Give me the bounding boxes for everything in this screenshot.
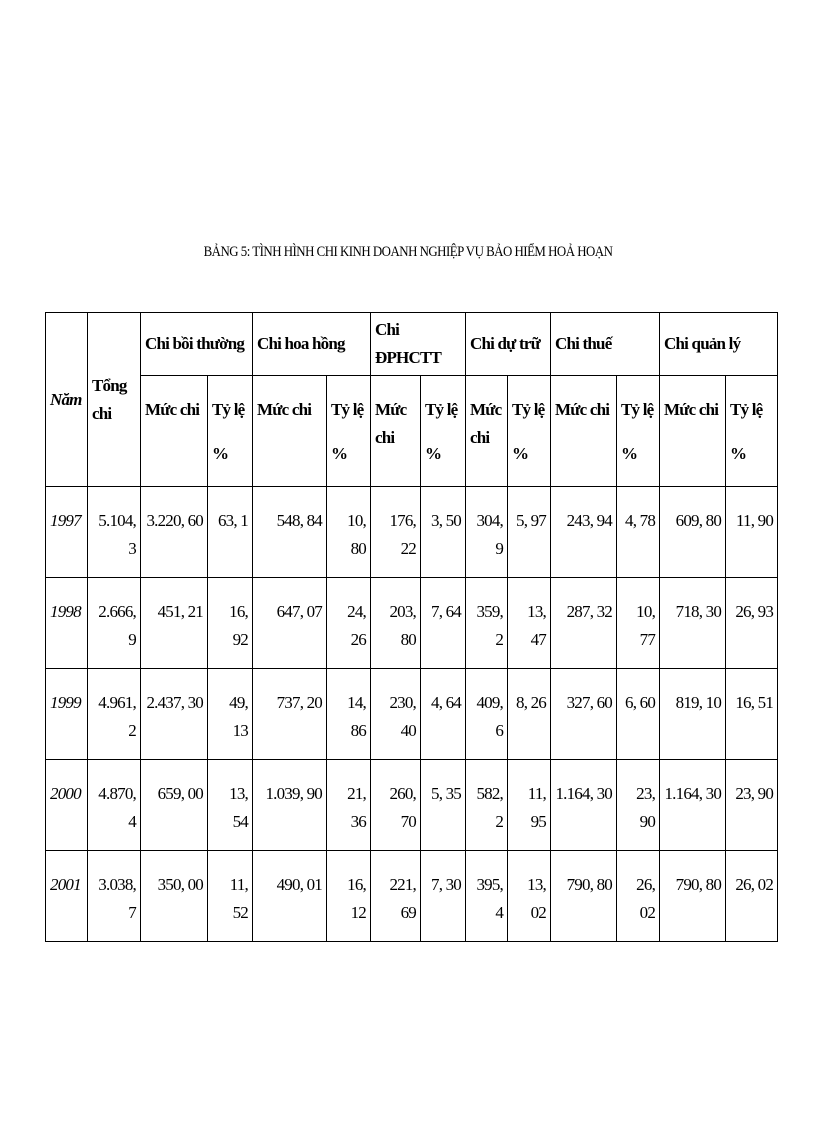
- sub-header-ty-le: [508, 376, 551, 487]
- thue-ty-le-cell-line: 23,: [636, 784, 656, 803]
- pct-label: %: [425, 444, 442, 463]
- dphctt-muc-chi-cell-line: 221,: [389, 875, 416, 894]
- table-row: [46, 669, 778, 760]
- ty-le-label: Tỷ lệ: [730, 400, 763, 419]
- year-cell: 1998: [46, 578, 88, 669]
- boi-thuong-ty-le-cell-line: 13: [232, 721, 248, 740]
- hoa-hong-ty-le-cell-line: 14,: [347, 693, 366, 712]
- year-cell: 2000: [46, 760, 88, 851]
- dphctt-muc-chi-cell-line: 176,: [389, 511, 416, 530]
- group-header-quan-ly: Chi quản lý: [660, 313, 778, 376]
- chi-label: chi: [470, 428, 490, 447]
- du-tru-muc-chi-cell: [466, 669, 508, 760]
- hoa-hong-ty-le-cell-line: 36: [350, 812, 366, 831]
- hoa-hong-ty-le-cell: [327, 578, 371, 669]
- ty-le-label: Tỷ lệ: [425, 400, 458, 419]
- hoa-hong-muc-chi-cell: 1.039, 90: [253, 760, 327, 851]
- dphctt-muc-chi-cell-line: 260,: [389, 784, 416, 803]
- dphctt-muc-chi-cell-line: 203,: [389, 602, 416, 621]
- quan-ly-ty-le-cell: 26, 02: [726, 851, 778, 942]
- dphctt-muc-chi-cell: [371, 851, 421, 942]
- boi-thuong-ty-le-cell-line: 92: [232, 630, 248, 649]
- hoa-hong-ty-le-cell-line: 12: [350, 903, 366, 922]
- quan-ly-ty-le-cell: 23, 90: [726, 760, 778, 851]
- boi-thuong-ty-le-cell-line: 54: [232, 812, 248, 831]
- dphctt-ty-le-cell: [421, 669, 466, 760]
- expense-table: [45, 312, 778, 942]
- dphctt-muc-chi-cell: [371, 487, 421, 578]
- sub-header-ty-le: [726, 376, 778, 487]
- total-cell-line: 9: [128, 630, 136, 649]
- thue-muc-chi-cell: 243, 94: [551, 487, 617, 578]
- total-cell: [88, 578, 141, 669]
- group-header-dphctt: Chi ĐPHCTT: [371, 313, 466, 376]
- thue-ty-le-cell: [617, 851, 660, 942]
- year-cell: 2001: [46, 851, 88, 942]
- du-tru-muc-chi-cell-line: 304,: [476, 511, 504, 530]
- hoa-hong-ty-le-cell-line: 10,: [347, 511, 366, 530]
- du-tru-ty-le-cell-line: 8, 26: [516, 693, 547, 712]
- chi-label: chi: [375, 428, 395, 447]
- sub-header-muc-chi: Mức chi: [551, 376, 617, 487]
- table-body: [46, 487, 778, 942]
- sub-header-muc-chi: Mức chi: [253, 376, 327, 487]
- du-tru-muc-chi-cell-line: 4: [495, 903, 504, 922]
- dphctt-ty-le-cell-line: 7, 30: [431, 875, 462, 894]
- dphctt-muc-chi-cell-line: 230,: [389, 693, 416, 712]
- total-cell-line: 2: [128, 721, 136, 740]
- quan-ly-muc-chi-cell: 819, 10: [660, 669, 726, 760]
- total-cell-line: 7: [128, 903, 136, 922]
- du-tru-muc-chi-cell-line: 409,: [476, 693, 504, 712]
- sub-header-ty-le: [327, 376, 371, 487]
- du-tru-ty-le-cell-line: 11,: [527, 784, 547, 803]
- du-tru-ty-le-cell: [508, 760, 551, 851]
- total-cell-line: 4.961,: [98, 693, 136, 712]
- du-tru-muc-chi-cell-line: 2: [495, 630, 504, 649]
- hoa-hong-ty-le-cell-line: 80: [350, 539, 366, 558]
- table-title: BẢNG 5: TÌNH HÌNH CHI KINH DOANH NGHIỆP VỤ BẢO HIỂM HOẢ HOẠN: [203, 244, 613, 260]
- du-tru-ty-le-cell: [508, 851, 551, 942]
- quan-ly-ty-le-cell: 26, 93: [726, 578, 778, 669]
- thue-muc-chi-cell: 327, 60: [551, 669, 617, 760]
- thue-ty-le-cell-line: 77: [639, 630, 656, 649]
- ty-le-label: Tỷ lệ: [331, 400, 364, 419]
- total-cell: [88, 669, 141, 760]
- thue-muc-chi-cell: 790, 80: [551, 851, 617, 942]
- thue-muc-chi-cell: 1.164, 30: [551, 760, 617, 851]
- quan-ly-muc-chi-cell: 718, 30: [660, 578, 726, 669]
- header-row-sub: [46, 376, 778, 487]
- total-header-line1: Tổng: [92, 375, 127, 395]
- table-row: [46, 578, 778, 669]
- total-cell: [88, 851, 141, 942]
- ty-le-label: Tỷ lệ: [621, 400, 654, 419]
- du-tru-muc-chi-cell: [466, 578, 508, 669]
- dphctt-ty-le-cell-line: 5, 35: [431, 784, 462, 803]
- hoa-hong-ty-le-cell-line: 16,: [347, 875, 366, 894]
- thue-ty-le-cell: [617, 669, 660, 760]
- dphctt-muc-chi-cell-line: 22: [400, 539, 416, 558]
- total-cell-line: 4: [128, 812, 136, 831]
- dphctt-ty-le-cell: [421, 487, 466, 578]
- total-cell: [88, 487, 141, 578]
- dphctt-muc-chi-cell: [371, 760, 421, 851]
- du-tru-ty-le-cell: [508, 487, 551, 578]
- ty-le-label: Tỷ lệ: [212, 400, 245, 419]
- pct-label: %: [212, 444, 229, 463]
- sub-header-muc-chi: [371, 376, 421, 487]
- thue-ty-le-cell: [617, 487, 660, 578]
- hoa-hong-ty-le-cell-line: 26: [350, 630, 366, 649]
- total-header: [88, 313, 141, 487]
- hoa-hong-muc-chi-cell: 737, 20: [253, 669, 327, 760]
- boi-thuong-ty-le-cell-line: 52: [232, 903, 248, 922]
- du-tru-ty-le-cell: [508, 669, 551, 760]
- du-tru-muc-chi-cell: [466, 851, 508, 942]
- total-cell-line: 4.870,: [98, 784, 136, 803]
- year-cell: 1999: [46, 669, 88, 760]
- total-cell-line: 2.666,: [98, 602, 136, 621]
- dphctt-ty-le-cell: [421, 851, 466, 942]
- thue-ty-le-cell-line: 02: [639, 903, 656, 922]
- dphctt-muc-chi-cell-line: 40: [400, 721, 416, 740]
- thue-ty-le-cell: [617, 578, 660, 669]
- hoa-hong-ty-le-cell-line: 86: [350, 721, 366, 740]
- pct-label: %: [730, 444, 747, 463]
- dphctt-muc-chi-cell: [371, 578, 421, 669]
- boi-thuong-muc-chi-cell: 3.220, 60: [141, 487, 208, 578]
- year-cell: 1997: [46, 487, 88, 578]
- hoa-hong-muc-chi-cell: 548, 84: [253, 487, 327, 578]
- table-row: [46, 851, 778, 942]
- du-tru-muc-chi-cell-line: 6: [495, 721, 504, 740]
- sub-header-muc-chi: Mức chi: [141, 376, 208, 487]
- boi-thuong-ty-le-cell-line: 11,: [229, 875, 248, 894]
- quan-ly-muc-chi-cell: 1.164, 30: [660, 760, 726, 851]
- dphctt-muc-chi-cell: [371, 669, 421, 760]
- dphctt-ty-le-cell: [421, 760, 466, 851]
- thue-ty-le-cell-line: 10,: [636, 602, 656, 621]
- thue-ty-le-cell: [617, 760, 660, 851]
- boi-thuong-ty-le-cell: [208, 487, 253, 578]
- sub-header-muc-chi: [466, 376, 508, 487]
- sub-header-ty-le: [421, 376, 466, 487]
- dphctt-muc-chi-cell-line: 70: [400, 812, 416, 831]
- dphctt-ty-le-cell: [421, 578, 466, 669]
- pct-label: %: [331, 444, 348, 463]
- thue-ty-le-cell-line: 90: [639, 812, 656, 831]
- hoa-hong-ty-le-cell: [327, 487, 371, 578]
- total-cell-line: 5.104,: [98, 511, 136, 530]
- boi-thuong-ty-le-cell-line: 49,: [229, 693, 248, 712]
- year-header: Năm: [46, 313, 88, 487]
- thue-ty-le-cell-line: 4, 78: [625, 511, 656, 530]
- boi-thuong-ty-le-cell-line: 16,: [229, 602, 248, 621]
- boi-thuong-muc-chi-cell: 659, 00: [141, 760, 208, 851]
- dphctt-ty-le-cell-line: 7, 64: [431, 602, 462, 621]
- table-row: [46, 760, 778, 851]
- header-row-groups: [46, 313, 778, 376]
- group-header-boi-thuong: Chi bồi thường: [141, 313, 253, 376]
- sub-header-ty-le: [208, 376, 253, 487]
- sub-header-ty-le: [617, 376, 660, 487]
- quan-ly-ty-le-cell: 16, 51: [726, 669, 778, 760]
- quan-ly-muc-chi-cell: 609, 80: [660, 487, 726, 578]
- hoa-hong-ty-le-cell: [327, 669, 371, 760]
- dphctt-muc-chi-cell-line: 69: [400, 903, 416, 922]
- du-tru-muc-chi-cell-line: 582,: [476, 784, 504, 803]
- boi-thuong-ty-le-cell-line: 63, 1: [217, 511, 248, 530]
- boi-thuong-muc-chi-cell: 350, 00: [141, 851, 208, 942]
- boi-thuong-ty-le-cell: [208, 669, 253, 760]
- hoa-hong-muc-chi-cell: 647, 07: [253, 578, 327, 669]
- du-tru-muc-chi-cell-line: 359,: [476, 602, 504, 621]
- hoa-hong-ty-le-cell-line: 24,: [347, 602, 366, 621]
- hoa-hong-ty-le-cell: [327, 851, 371, 942]
- quan-ly-muc-chi-cell: 790, 80: [660, 851, 726, 942]
- thue-ty-le-cell-line: 6, 60: [625, 693, 656, 712]
- group-header-hoa-hong: Chi hoa hồng: [253, 313, 371, 376]
- sub-header-muc-chi: Mức chi: [660, 376, 726, 487]
- ty-le-label: Tỷ lệ: [512, 400, 545, 419]
- muc-label: Mức: [375, 400, 407, 419]
- total-cell: [88, 760, 141, 851]
- boi-thuong-ty-le-cell: [208, 851, 253, 942]
- hoa-hong-ty-le-cell-line: 21,: [347, 784, 366, 803]
- du-tru-ty-le-cell-line: 5, 97: [516, 511, 547, 530]
- hoa-hong-muc-chi-cell: 490, 01: [253, 851, 327, 942]
- du-tru-ty-le-cell-line: 95: [530, 812, 547, 831]
- du-tru-ty-le-cell-line: 13,: [527, 875, 547, 894]
- table-row: [46, 487, 778, 578]
- group-header-du-tru: Chi dự trữ: [466, 313, 551, 376]
- muc-label: Mức: [470, 400, 502, 419]
- boi-thuong-ty-le-cell: [208, 760, 253, 851]
- dphctt-ty-le-cell-line: 3, 50: [431, 511, 462, 530]
- boi-thuong-ty-le-cell: [208, 578, 253, 669]
- boi-thuong-ty-le-cell-line: 13,: [229, 784, 248, 803]
- du-tru-muc-chi-cell: [466, 760, 508, 851]
- quan-ly-ty-le-cell: 11, 90: [726, 487, 778, 578]
- total-cell-line: 3: [128, 539, 136, 558]
- thue-muc-chi-cell: 287, 32: [551, 578, 617, 669]
- pct-label: %: [512, 444, 529, 463]
- du-tru-muc-chi-cell: [466, 487, 508, 578]
- total-header-line2: chi: [92, 403, 112, 423]
- group-header-thue: Chi thuế: [551, 313, 660, 376]
- du-tru-muc-chi-cell-line: 9: [495, 539, 504, 558]
- dphctt-muc-chi-cell-line: 80: [400, 630, 416, 649]
- boi-thuong-muc-chi-cell: 451, 21: [141, 578, 208, 669]
- thue-ty-le-cell-line: 26,: [636, 875, 656, 894]
- du-tru-muc-chi-cell-line: 395,: [476, 875, 504, 894]
- du-tru-ty-le-cell-line: 13,: [527, 602, 547, 621]
- pct-label: %: [621, 444, 638, 463]
- du-tru-muc-chi-cell-line: 2: [495, 812, 504, 831]
- dphctt-ty-le-cell-line: 4, 64: [431, 693, 462, 712]
- du-tru-ty-le-cell-line: 02: [530, 903, 547, 922]
- boi-thuong-muc-chi-cell: 2.437, 30: [141, 669, 208, 760]
- total-cell-line: 3.038,: [98, 875, 136, 894]
- du-tru-ty-le-cell-line: 47: [530, 630, 547, 649]
- du-tru-ty-le-cell: [508, 578, 551, 669]
- hoa-hong-ty-le-cell: [327, 760, 371, 851]
